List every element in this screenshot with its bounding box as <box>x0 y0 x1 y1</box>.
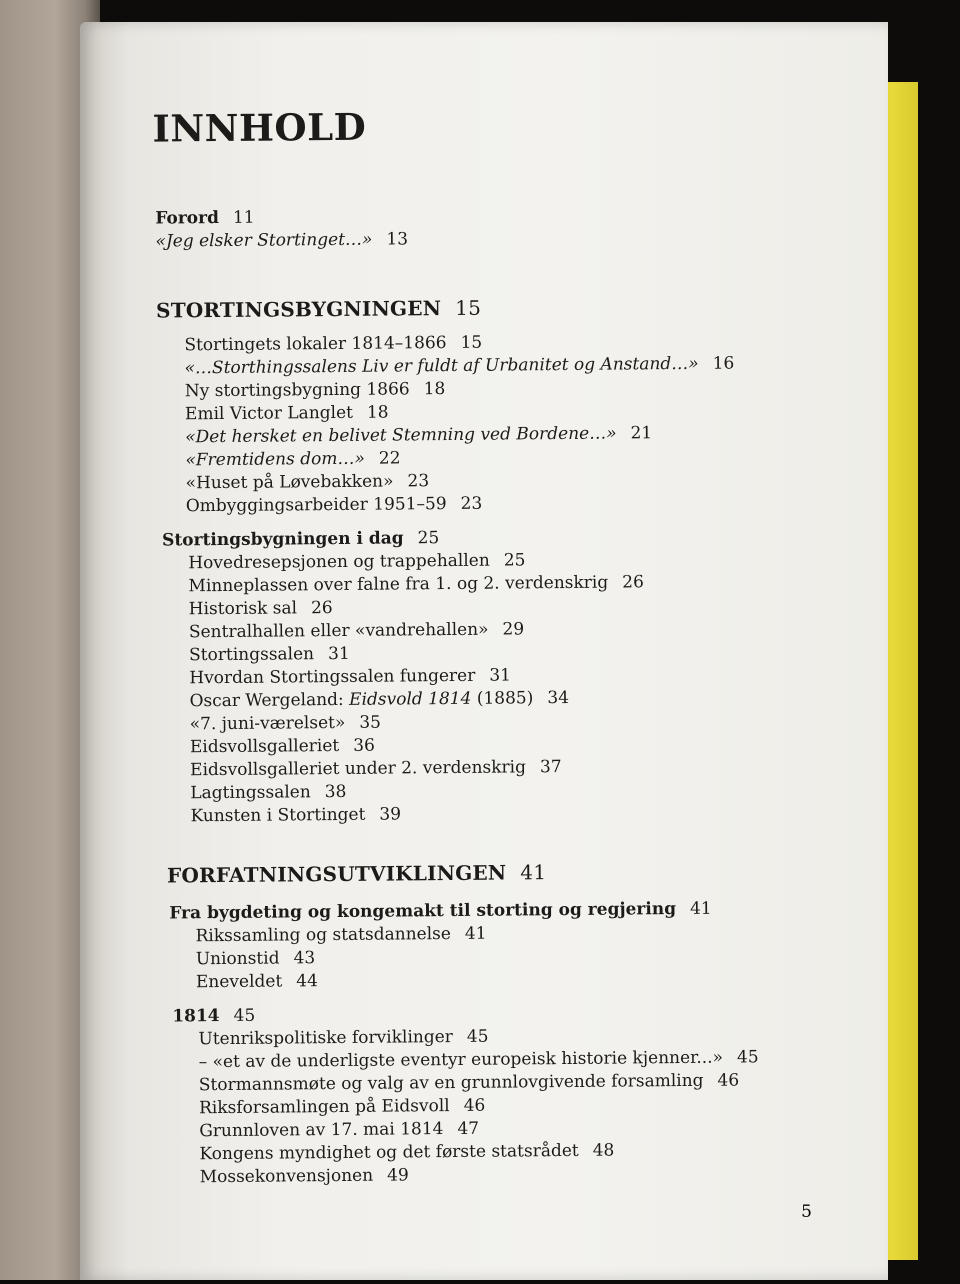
toc-entry-text: «Fremtidens dom…» <box>185 448 365 471</box>
toc-entry <box>185 379 446 402</box>
toc-entry-page: 13 <box>386 229 409 250</box>
toc-entry <box>189 688 569 712</box>
toc-entry-page: 26 <box>622 572 644 593</box>
toc-entry-page: 35 <box>359 712 382 733</box>
toc-subheading-page: 45 <box>233 1005 256 1026</box>
toc-entry-text: Eidsvollsgalleriet <box>189 735 340 758</box>
toc-entry <box>189 665 511 688</box>
toc-entry-page: 15 <box>460 332 483 353</box>
book-page <box>80 22 888 1280</box>
toc-entry-page: 44 <box>296 971 318 992</box>
toc-entry-page: 43 <box>293 948 316 969</box>
toc-entry-suffix: (1885) <box>471 688 534 709</box>
toc-entry-page: 21 <box>630 423 653 444</box>
toc-entry <box>186 471 430 494</box>
toc-entry <box>189 619 524 642</box>
section-heading-text: STORTINGSBYGNINGEN <box>156 296 442 323</box>
toc-entry-text: «Huset på Løvebakken» <box>185 471 394 494</box>
section-heading-page: 41 <box>520 860 547 885</box>
toc-entry <box>189 644 350 666</box>
toc-entry-text: Ny stortingsbygning 1866 <box>184 379 410 402</box>
toc-entry-page: 49 <box>387 1165 409 1186</box>
toc-entry-text: Unionstid <box>195 948 280 970</box>
toc-entry-text: Mossekonvensjonen <box>199 1165 374 1188</box>
toc-entry <box>185 423 652 447</box>
toc-entry-page: 46 <box>717 1070 740 1091</box>
toc-entry-page: 18 <box>423 379 446 400</box>
toc-entry-text: Eneveldet <box>195 971 283 993</box>
toc-entry <box>185 354 735 379</box>
toc-entry-text: Lagtingssalen <box>190 782 311 804</box>
toc-entry <box>199 1047 759 1072</box>
toc-entry <box>199 1119 479 1142</box>
toc-subheading-page: 41 <box>689 898 712 919</box>
toc-subheading-text: Stortingsbygningen i dag <box>162 528 404 551</box>
toc-entry <box>185 448 400 470</box>
toc-entry-text: Grunnloven av 17. mai 1814 <box>199 1119 444 1142</box>
toc-subheading-text: 1814 <box>172 1006 220 1027</box>
toc-entry-text: Stortingets lokaler 1814–1866 <box>184 333 447 356</box>
toc-entry-page: 47 <box>457 1118 480 1139</box>
toc-entry-text: «Det hersket en belivet Stemning ved Bordene…» <box>185 423 617 448</box>
toc-entry-text: Hovedresepsjonen og trappehallen <box>188 550 490 574</box>
toc-entry <box>199 1071 739 1096</box>
toc-entry-page: 46 <box>463 1095 486 1116</box>
toc-content <box>76 19 895 1284</box>
toc-entry-page: 26 <box>310 598 333 619</box>
toc-entry-page: 25 <box>503 550 526 571</box>
toc-entry-text: Emil Victor Langlet <box>184 402 354 425</box>
section-heading-page: 15 <box>455 295 482 320</box>
toc-entry <box>188 572 644 596</box>
toc-entry-page: 34 <box>547 687 570 709</box>
toc-entry-text: Forord <box>155 208 220 229</box>
section-heading-forfatningsutviklingen <box>167 860 546 887</box>
toc-entry <box>186 494 483 517</box>
toc-entry-text: Stortingssalen <box>189 644 315 666</box>
toc-entry-page: 16 <box>712 353 735 374</box>
page-number: 5 <box>801 1202 812 1222</box>
toc-entry-page: 18 <box>366 402 389 423</box>
toc-subheading <box>172 1006 255 1027</box>
toc-entry-text: «…Storthingssalens Liv er fuldt af Urbanitet og Anstand…» <box>184 353 699 379</box>
toc-entry <box>200 1165 409 1187</box>
toc-entry <box>190 713 381 735</box>
toc-entry-page: 11 <box>232 207 255 228</box>
toc-entry <box>196 971 318 992</box>
toc-entry-page: 31 <box>327 643 350 665</box>
toc-entry <box>195 924 486 947</box>
toc-entry <box>199 1096 485 1119</box>
toc-entry-text: Utenrikspolitiske forviklinger <box>198 1026 453 1050</box>
toc-entry-page: 29 <box>502 619 525 640</box>
toc-entry <box>188 550 525 573</box>
toc-entry <box>198 1027 488 1050</box>
toc-entry-text: «Jeg elsker Stortinget…» <box>155 229 373 252</box>
toc-entry <box>190 736 375 758</box>
toc-subheading <box>169 899 711 924</box>
section-heading-text: FORFATNINGSUTVIKLINGEN <box>166 860 507 888</box>
toc-entry-text: Kunsten i Stortinget <box>190 804 366 827</box>
toc-entry <box>199 1141 614 1165</box>
toc-entry-text: Historisk sal <box>188 598 298 620</box>
toc-entry-italic: Eidsvold 1814 <box>349 688 472 710</box>
toc-entry-page: 38 <box>324 781 347 803</box>
toc-subheading-page: 25 <box>417 528 440 549</box>
toc-entry-page: 37 <box>539 757 562 778</box>
toc-entry-text: Kongens myndighet og det første statsrådet <box>199 1140 579 1165</box>
toc-entry-text: Oscar Wergeland: <box>189 689 350 712</box>
toc-entry-page: 23 <box>407 471 430 492</box>
toc-entry <box>190 757 562 781</box>
toc-entry-text: Rikssamling og statsdannelse <box>195 924 451 947</box>
toc-entry-text: Ombyggingsarbeider 1951–59 <box>185 494 447 517</box>
toc-entry-page: 41 <box>464 923 487 944</box>
toc-entry <box>190 782 346 804</box>
toc-entry-page: 31 <box>489 665 512 686</box>
toc-entry <box>184 333 482 356</box>
toc-subheading <box>162 528 439 551</box>
toc-entry <box>189 598 333 620</box>
toc-entry-page: 36 <box>353 735 375 756</box>
toc-entry <box>196 948 316 969</box>
toc-entry-page: 22 <box>378 448 401 469</box>
toc-subheading-text: Fra bygdeting og kongemakt til storting og regjering <box>169 899 677 924</box>
toc-entry-page: 48 <box>592 1140 615 1161</box>
toc-entry-text: – «et av de underligste eventyr europeisk historie kjenner...» <box>198 1047 724 1073</box>
toc-entry-text: Sentralhallen eller «vandrehallen» <box>188 619 489 643</box>
toc-entry <box>185 403 389 425</box>
toc-entry-text: Eidsvollsgalleriet under 2. verdenskrig <box>190 757 527 781</box>
toc-entry-text: Riksforsamlingen på Eidsvoll <box>198 1096 450 1119</box>
toc-entry-quote <box>155 229 408 252</box>
section-heading-stortingsbygningen <box>156 296 481 323</box>
toc-entry-text: Minneplassen over falne fra 1. og 2. verdenskrig <box>188 572 609 597</box>
toc-entry-text: Hvordan Stortingssalen fungerer <box>189 665 476 689</box>
toc-entry-text: «7. juni-værelset» <box>189 712 346 735</box>
page-title: INNHOLD <box>152 104 367 151</box>
toc-entry-text: Stormannsmøte og valg av en grunnlovgivende forsamling <box>198 1070 704 1096</box>
toc-entry <box>190 804 401 826</box>
toc-entry-forord <box>155 208 254 229</box>
toc-entry-page: 45 <box>736 1047 759 1068</box>
toc-entry-page: 39 <box>379 804 402 825</box>
toc-entry-page: 45 <box>466 1026 489 1047</box>
toc-entry-page: 23 <box>460 493 483 514</box>
